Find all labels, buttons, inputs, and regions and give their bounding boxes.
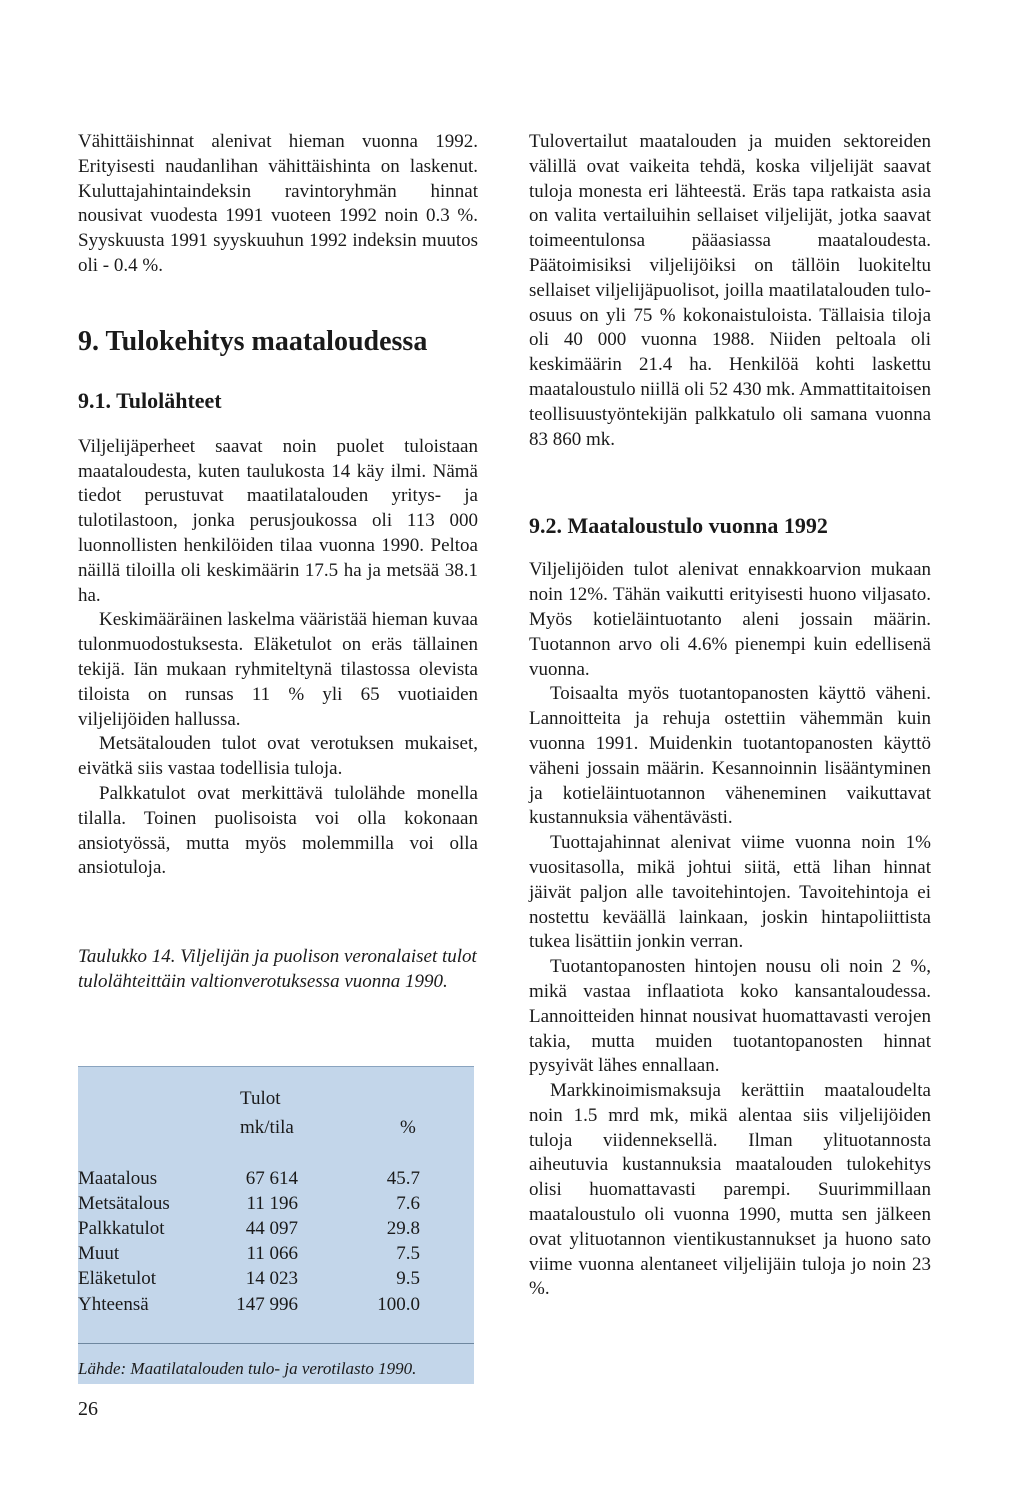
- row-label: Eläketulot: [78, 1268, 157, 1289]
- body-paragraph: Toisaalta myös tuotantopanosten käyttö väheni. Lannoitteita ja rehuja ostettiin vähemmän kuin vuonna 1991. Muidenkin tuotantopanosten käyttö väheni jossain määrin. Kesannoinnin lisääntyminen ja kotieläintuotannon väheneminen vaikuttavat kustannuksia vähentävästi.: [529, 683, 931, 829]
- row-value: 14 023: [245, 1268, 298, 1289]
- body-paragraph: Tuottajahinnat alenivat viime vuonna noin 1% vuositasolla, mikä johtui siitä, että lihan hinnat jäivät paljon alle tavoitehintojen. Tavoitehintoja ei nostettu keväällä lainkaan, joskin hintapoliittista tukea lisättiin jonkin verran.: [529, 832, 931, 953]
- table-header-pct: %: [400, 1117, 416, 1138]
- row-value: 11 066: [246, 1243, 298, 1264]
- row-label: Maatalous: [78, 1168, 158, 1189]
- row-label: Muut: [78, 1243, 120, 1264]
- body-paragraph: Viljelijäperheet saavat noin puolet tuloistaan maataloudesta, kuten taulukosta 14 käy ilmi. Nämä tiedot perustuvat maatilatalouden yritys- ja tulotilastoon, jonka perusjoukossa oli 113 000 luonnollisten henkilöiden tilaa vuonna 1990. Peltoa näillä tiloilla oli keskimäärin 17.5 ha ja metsää 38.1 ha.: [78, 435, 478, 606]
- body-paragraph: Metsätalouden tulot ovat verotuksen mukaiset, eivätkä siis vastaa todellisia tuloja.: [78, 733, 478, 780]
- row-value: 11 196: [246, 1193, 298, 1214]
- row-pct: 9.5: [396, 1268, 420, 1289]
- table-header-value-line2: mk/tila: [240, 1117, 294, 1138]
- row-label: Yhteensä: [78, 1294, 149, 1315]
- row-value: 67 614: [245, 1168, 298, 1189]
- row-value: 147 996: [236, 1294, 298, 1315]
- table-row: [78, 1293, 474, 1317]
- row-value: 44 097: [245, 1218, 298, 1239]
- row-label: Palkkatulot: [78, 1218, 165, 1239]
- row-pct: 29.8: [386, 1218, 420, 1239]
- table-row: [78, 1267, 474, 1291]
- row-pct: 45.7: [386, 1168, 420, 1189]
- table-caption: Taulukko 14. Viljelijän ja puolison veronalaiset tulot tulolähteittäin valtionverotuksessa vuonna 1990.: [78, 946, 477, 992]
- table-source: Lähde: Maatilatalouden tulo- ja verotilasto 1990.: [78, 1359, 417, 1378]
- table-row: [78, 1192, 474, 1216]
- body-paragraph: Keskimääräinen laskelma vääristää hieman kuvaa tulonmuodostuksesta. Eläketulot on eräs tällainen tekijä. Iän mukaan ryhmiteltynä tilastossa olevista tiloista on runsas 11 % yli 65 vuotiaiden viljelijöiden hallussa.: [78, 609, 478, 730]
- table-row: [78, 1217, 474, 1241]
- row-label: Metsätalous: [78, 1193, 170, 1214]
- table-header-value-line1: Tulot: [240, 1088, 281, 1109]
- body-paragraph: Markkinoimismaksuja kerättiin maataloudelta noin 1.5 mrd mk, mikä alentaa siis viljelijöiden tuloja viidenneksellä. Ilman ylituotannosta aiheutuvia kustannuksia maatalouden tulokehitys olisi huomattavasti parempi. Suurimmillaan maataloustulo oli vuonna 1990, mutta sen jälkeen ovat ylituotannon vientikustannukset ja huono sato viime vuonna alentaneet viljelijäin tuloja jo noin 23 %.: [529, 1080, 931, 1300]
- table-rule: [78, 1343, 474, 1344]
- chapter-heading: 9. Tulokehitys maataloudessa: [78, 325, 428, 357]
- right-column: [529, 130, 931, 1302]
- body-paragraph: Viljelijöiden tulot alenivat ennakkoarvion mukaan noin 12%. Tähän vaikutti erityisesti huono viljasato. Myös kotieläintuotanto aleni jossain määrin. Tuotannon arvo oli 4.6% pienempi kuin edellisenä vuonna.: [529, 559, 931, 680]
- section-heading-9-1: 9.1. Tulolähteet: [78, 387, 222, 413]
- body-paragraph: Palkkatulot ovat merkittävä tulolähde monella tilalla. Toinen puolisoista voi olla kokonaan ansiotyössä, mutta myös molemmilla voi olla ansiotuloja.: [78, 782, 478, 879]
- row-pct: 7.5: [396, 1243, 420, 1264]
- section-heading-9-2: 9.2. Maataloustulo vuonna 1992: [529, 513, 828, 539]
- page-number: 26: [78, 1398, 98, 1420]
- left-column: [78, 130, 478, 995]
- income-table: [78, 1066, 474, 1384]
- body-paragraph: Tulovertailut maatalouden ja muiden sektoreiden välillä ovat vaikeita tehdä, koska viljelijät saavat tuloja monesta eri lähteestä. Eräs tapa ratkaista asia on valita vertailuihin sellaiset viljelijät, jotka saavat toimeentulonsa pääasiassa maataloudesta. Päätoimisiksi viljelijöiksi on tällöin luokiteltu sellaiset viljelijäpuolisot, joilla maatilatalouden tulo-osuus on yli 75 % kokonaistuloista. Tällaisia tiloja oli 40 000 vuonna 1988. Niiden peltoala oli keskimäärin 21.4 ha. Henkilöä kohti laskettu maataloustulo niillä oli 52 430 mk. Ammattitaitoisen teollisuustyöntekijän palkkatulo oli samana vuonna 83 860 mk.: [529, 131, 931, 450]
- table-row: [78, 1167, 474, 1191]
- body-paragraph: Tuotantopanosten hintojen nousu oli noin 2 %, mikä vastaa inflaatiota koko kansantaloudessa. Lannoitteiden hinnat nousivat huomattavasti verojen takia, mutta muiden tuotantopanosten hinnat pysyivät lähes ennallaan.: [529, 956, 931, 1077]
- intro-paragraph: Vähittäishinnat alenivat hieman vuonna 1992. Erityisesti naudanlihan vähittäishinta on laskenut. Kuluttajahintaindeksin ravintoryhmän hinnat nousivat vuodesta 1991 vuoteen 1992 noin 0.3 %. Syyskuusta 1991 syyskuuhun 1992 indeksin muutos oli - 0.4 %.: [78, 131, 478, 276]
- row-pct: 7.6: [396, 1193, 420, 1214]
- table-row: [78, 1242, 474, 1266]
- row-pct: 100.0: [377, 1294, 420, 1315]
